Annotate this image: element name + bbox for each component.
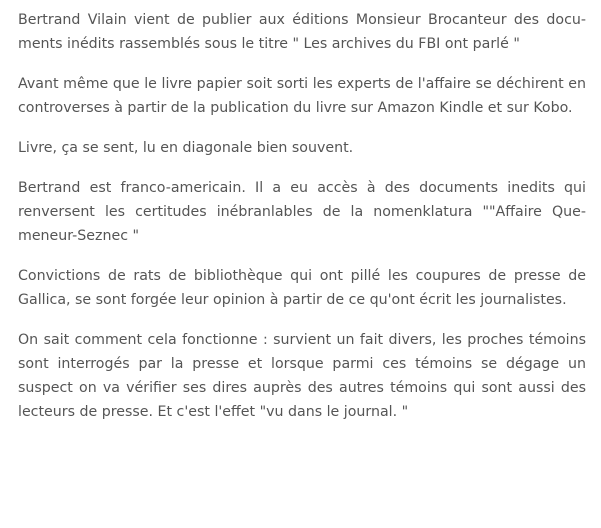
paragraph-convictions: Convictions de rats de bibliothèque qui ont pillé les coupures de presse de Gallica, se sont forgée leur opinion à partir de ce qu'ont écrit les journalistes. (18, 268, 586, 308)
paragraph-reading: Livre, ça se sent, lu en diagonale bien souvent. (18, 140, 354, 156)
paragraph-publication: Bertrand Vilain vient de publier aux éditions Monsieur Brocanteur des documents inédits rassemblés sous le titre " Les archives du FBI ont parlé " (18, 12, 586, 52)
paragraph-controversy: Avant même que le livre papier soit sorti les experts de l'affaire se déchirent en controverses à partir de la publication du livre sur Amazon Kindle et sur Kobo. (18, 76, 586, 116)
paragraph-press-effect: On sait comment cela fonctionne : survient un fait divers, les proches témoins sont interrogés par la presse et lorsque parmi ces témoins se dégage un suspect on va vérifier ses dires auprès des autres témoins qui sont aussi des lecteurs de presse. Et c'est l'effet "vu dans le journal. " (18, 332, 586, 420)
paragraph-author: Bertrand est franco-americain. Il a eu accès à des documents inedits qui renversent les certitudes inébranlables de la nomenklatura ""Affaire Quemeneur-Seznec " (18, 180, 586, 244)
article-body (18, 8, 586, 424)
